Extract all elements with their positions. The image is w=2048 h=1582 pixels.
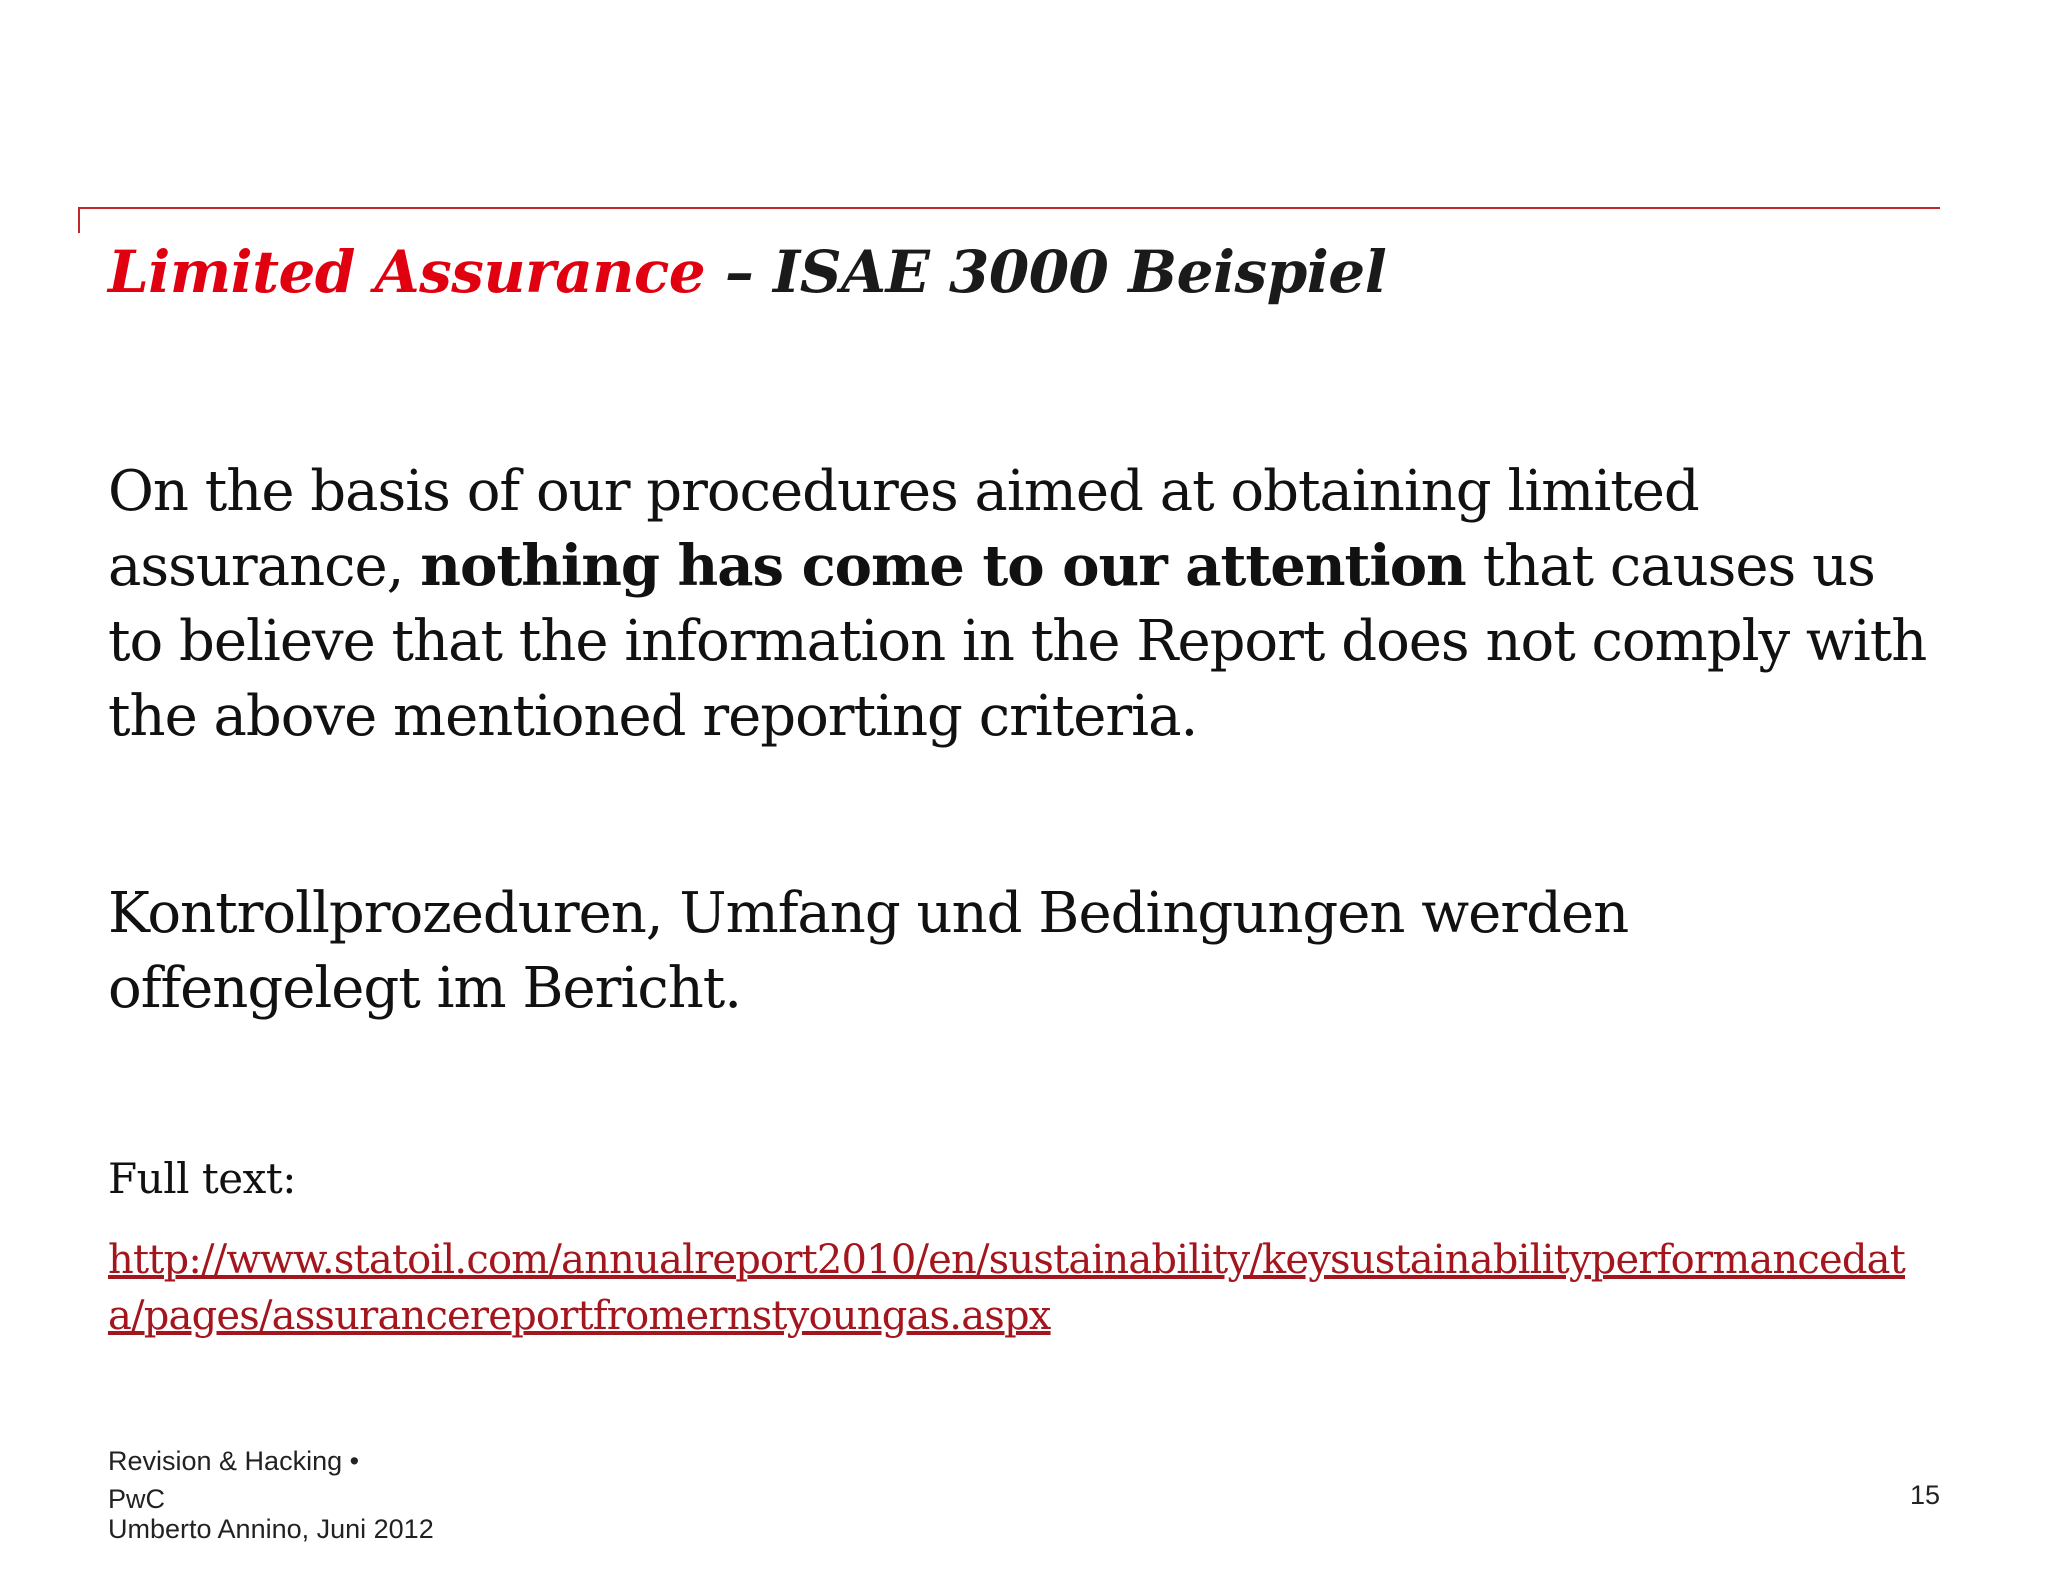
statement-after: that causes us to believe that the information in the Report does not comply with the above mentioned reporting criteria. bbox=[108, 534, 1927, 749]
disclosure-note: Kontrollprozeduren, Umfang und Bedingungen werden offengelegt im Bericht. bbox=[108, 881, 1629, 1021]
full-text-link[interactable]: http://www.statoil.com/annualreport2010/en/sustainability/keysustainabilityperformancedata/pages/assurancereportfromernstyoungas.aspx bbox=[108, 1237, 1905, 1339]
title-rest: – ISAE 3000 Beispiel bbox=[705, 238, 1387, 306]
statement-bold: nothing has come to our attention bbox=[420, 533, 1466, 599]
full-text-label: Full text: bbox=[108, 1154, 296, 1203]
footer bbox=[108, 1446, 434, 1544]
footer-line-3: Umberto Annino, Juni 2012 bbox=[108, 1514, 434, 1544]
page-number: 15 bbox=[1909, 1480, 1940, 1510]
header-rule bbox=[78, 207, 1940, 209]
footer-line-2: PwC bbox=[108, 1484, 166, 1514]
statement-before: On the basis of our procedures aimed at obtaining limited assurance, bbox=[108, 459, 1699, 599]
header-rule-tick bbox=[78, 207, 80, 233]
slide-title bbox=[108, 236, 1928, 308]
footer-line-1: Revision & Hacking • bbox=[108, 1446, 360, 1476]
title-accent: Limited Assurance bbox=[108, 238, 706, 306]
assurance-statement bbox=[108, 454, 1938, 754]
